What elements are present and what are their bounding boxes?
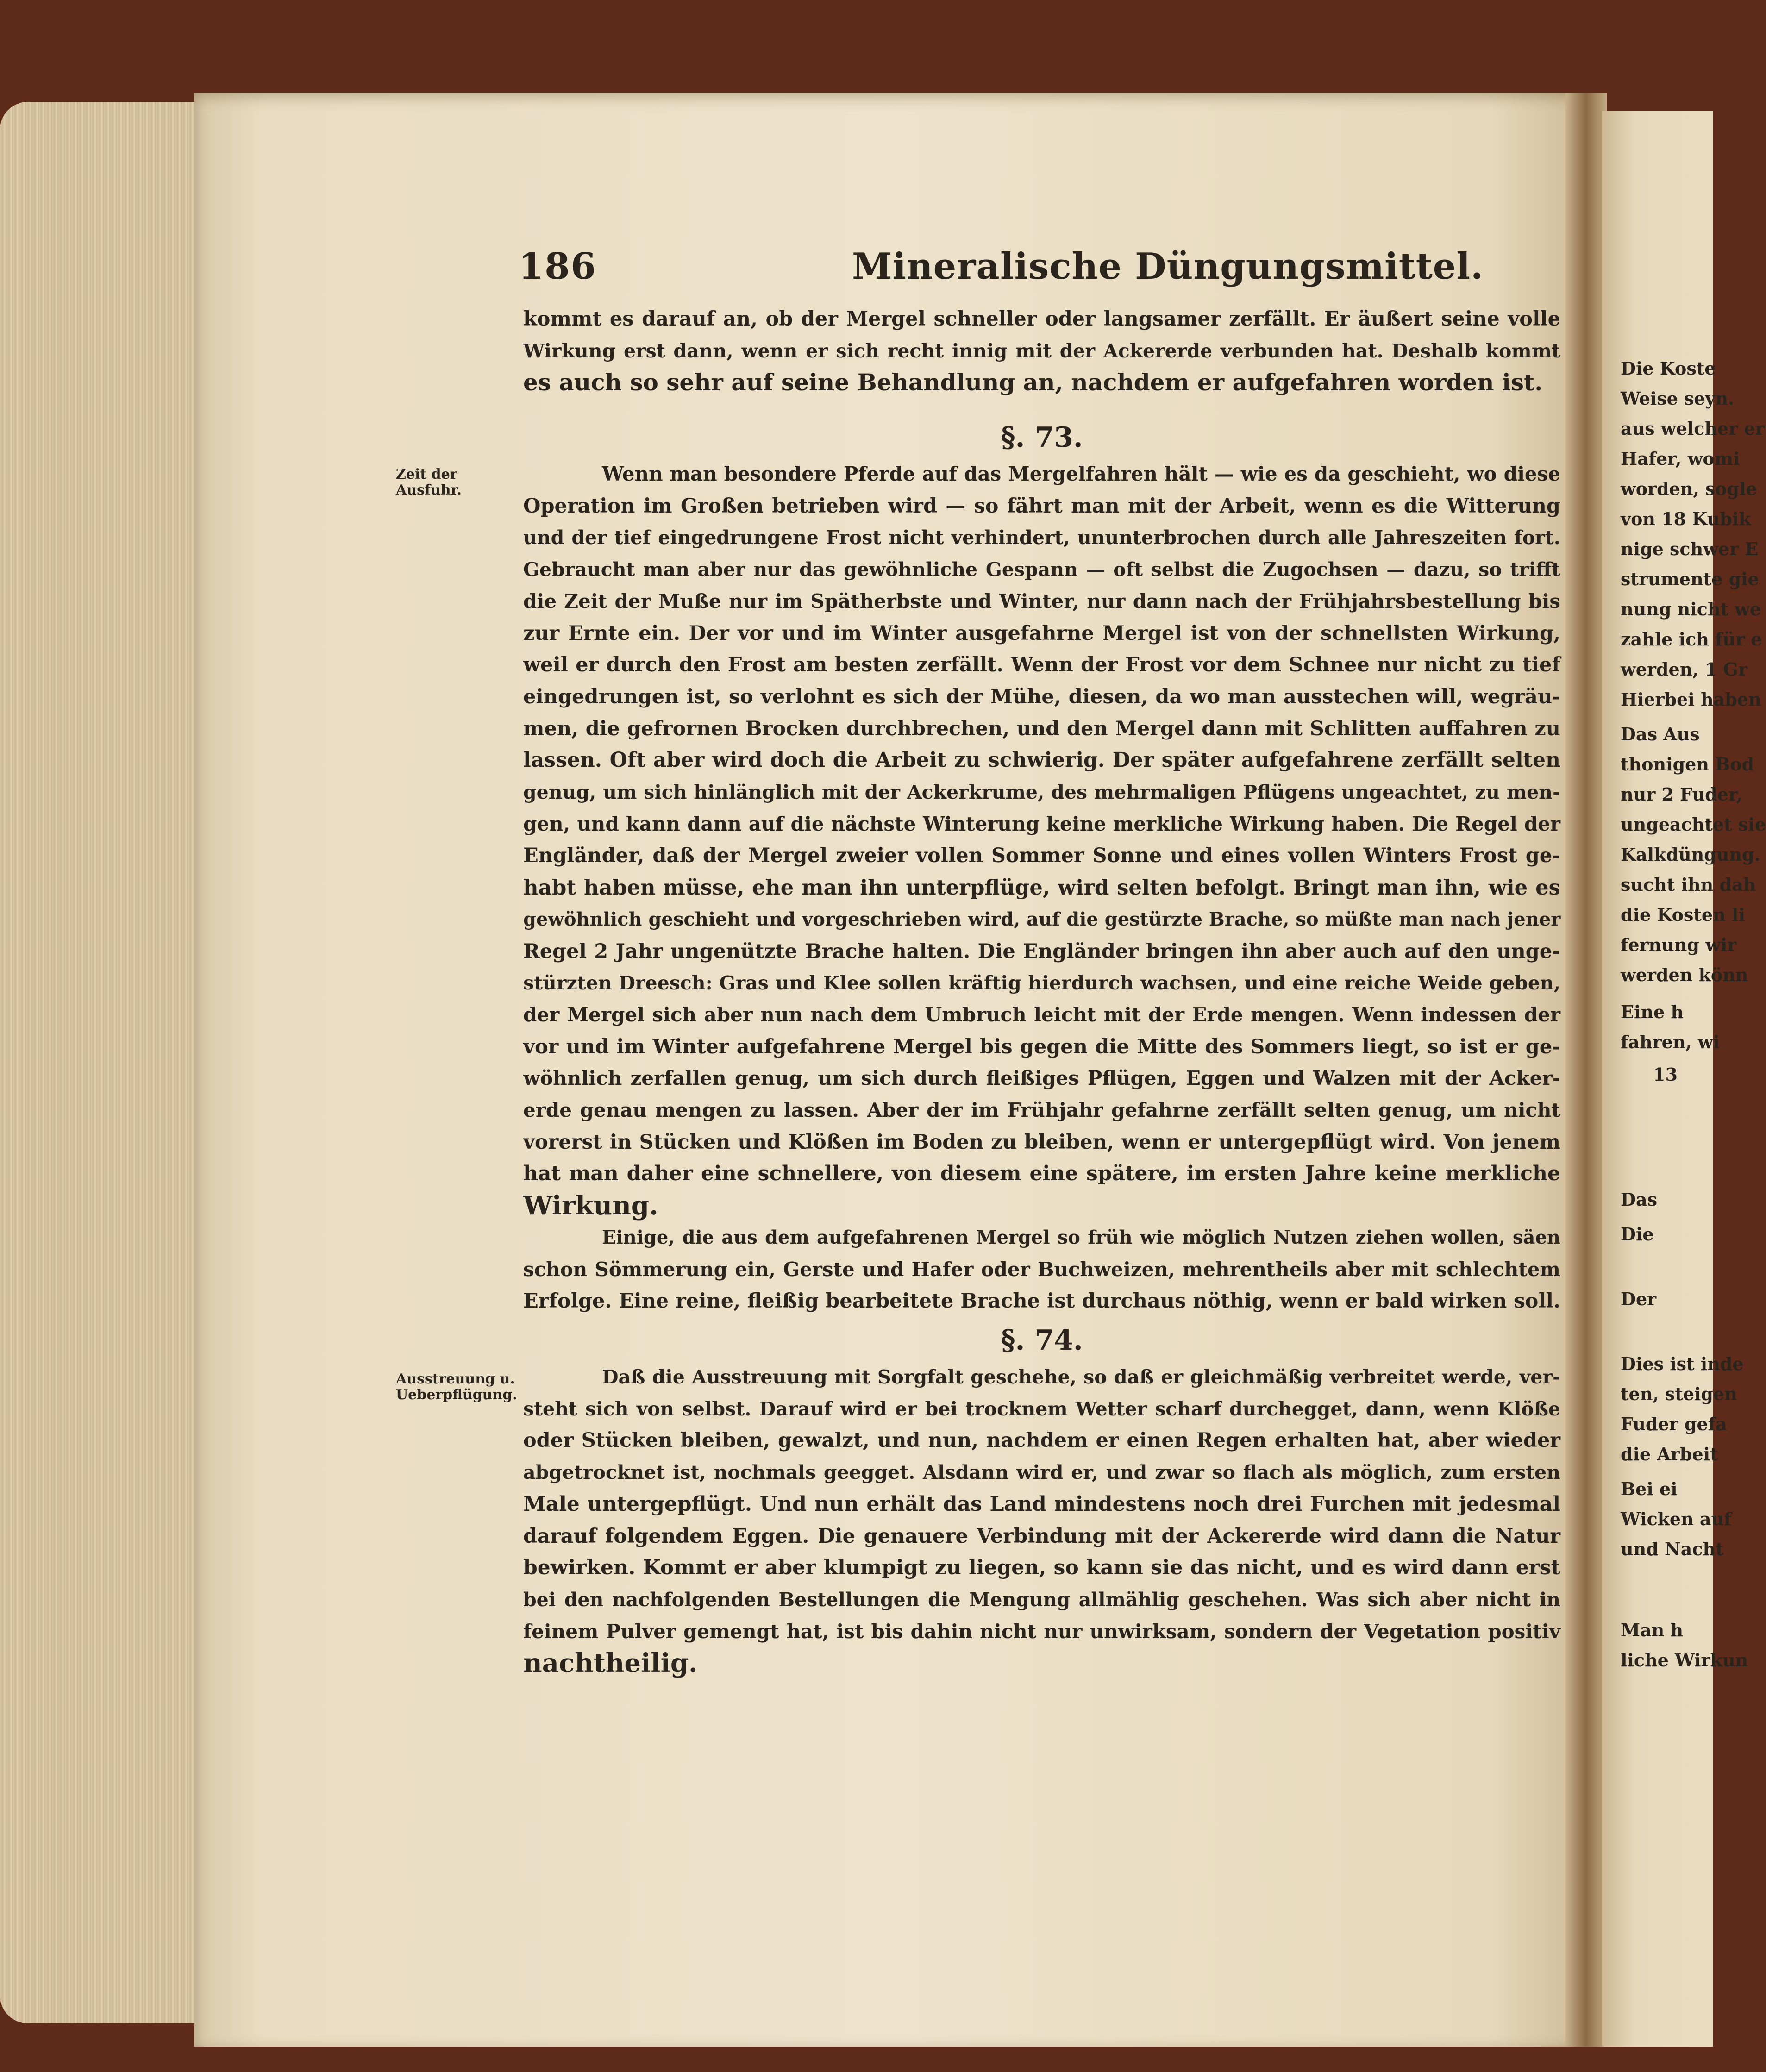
text-line: und der tief eingedrungene Frost nicht verhindert, ununterbrochen durch alle Jahreszeiten fort. <box>523 526 1560 549</box>
right-page-line: Eine h <box>1621 1002 1684 1022</box>
right-page-line: die Arbeit <box>1621 1444 1718 1465</box>
section-74-heading: §. 74. <box>1001 1324 1083 1357</box>
page-header <box>519 245 1547 296</box>
page-number: 186 <box>519 245 597 288</box>
right-page-line: Man h <box>1621 1620 1684 1640</box>
text-line: der Mergel sich aber nun nach dem Umbruch leicht mit der Erde mengen. Wenn indessen der <box>523 1003 1560 1026</box>
right-page-line: werden, 1 Gr <box>1621 659 1747 680</box>
section-74-body <box>523 1361 1560 1679</box>
text-line: gewöhnlich geschieht und vorgeschrieben wird, auf die gestürzte Brache, so müßte man nach jener <box>523 908 1561 930</box>
right-page-line: nur 2 Fuder, <box>1621 784 1743 805</box>
right-page-line: worden, sogle <box>1621 478 1757 499</box>
right-page-fragment <box>1602 111 1766 2047</box>
right-page-line: fernung wir <box>1621 934 1737 955</box>
right-page-line: Das <box>1621 1189 1657 1210</box>
right-page-line: Dies ist inde <box>1621 1353 1744 1374</box>
right-page-line: Kalkdüngung. <box>1621 844 1760 865</box>
running-title: Mineralische Düngungsmittel. <box>852 245 1484 288</box>
right-page-line: 13 <box>1653 1064 1678 1085</box>
right-page-line: die Kosten li <box>1621 904 1745 925</box>
right-page-line: Wicken auf <box>1621 1509 1732 1529</box>
right-page-line: liche Wirkun <box>1621 1650 1748 1671</box>
right-page-line: nung nicht we <box>1621 599 1761 620</box>
text-line: bei den nachfolgenden Bestellungen die Mengung allmählig geschehen. Was sich aber nicht in <box>523 1588 1560 1611</box>
text-line: Wirkung erst dann, wenn er sich recht innig mit der Ackererde verbunden hat. Deshalb kommt <box>523 339 1560 362</box>
right-page-line: thonigen Bod <box>1621 754 1754 775</box>
section-73-heading: §. 73. <box>1001 421 1083 454</box>
text-line: Wenn man besondere Pferde auf das Mergelfahren hält — wie es da geschieht, wo diese <box>602 463 1560 485</box>
text-line: Male untergepflügt. Und nun erhält das Land mindestens noch drei Furchen mit jedesmal <box>523 1492 1560 1516</box>
text-line: feinem Pulver gemengt hat, ist bis dahin nicht nur unwirksam, sondern der Vegetation positiv <box>523 1620 1560 1643</box>
right-page-line: Die Koste <box>1621 358 1716 379</box>
text-line: Wirkung. <box>523 1190 658 1221</box>
text-line: weil er durch den Frost am besten zerfällt. Wenn der Frost vor dem Schnee nur nicht zu tief <box>523 653 1560 677</box>
right-page-line: von 18 Kubik <box>1621 508 1751 529</box>
text-line: men, die gefrornen Brocken durchbrechen, und den Mergel dann mit Schlitten auffahren zu <box>523 717 1560 740</box>
text-line: Engländer, daß der Mergel zweier vollen Sommer Sonne und eines vollen Winters Frost ge- <box>523 844 1560 868</box>
text-line: gen, und kann dann auf die nächste Winterung keine merkliche Wirkung haben. Die Regel der <box>523 812 1560 835</box>
text-line: die Zeit der Muße nur im Spätherbste und Winter, nur dann nach der Frühjahrsbestellung bis <box>523 589 1560 613</box>
text-line: erde genau mengen zu lassen. Aber der im Frühjahr gefahrne zerfällt selten genug, um nicht <box>523 1099 1560 1122</box>
text-line: habt haben müsse, ehe man ihn unterpflüge, wird selten befolgt. Bringt man ihn, wie es <box>523 875 1560 900</box>
right-page-line: Hafer, womi <box>1621 448 1740 469</box>
text-line: es auch so sehr auf seine Behandlung an, nachdem er aufgefahren worden ist. <box>523 369 1543 396</box>
text-line: eingedrungen ist, so verlohnt es sich der Mühe, diesen, da wo man ausstechen will, wegräu- <box>523 685 1560 708</box>
right-page-line: ungeachtet sie <box>1621 814 1766 835</box>
text-line: schon Sömmerung ein, Gerste und Hafer oder Buchweizen, mehrentheils aber mit schlechtem <box>523 1258 1560 1281</box>
section-73-body <box>523 458 1560 1317</box>
right-page-line: Die <box>1621 1224 1654 1245</box>
book-gutter <box>1565 93 1607 2047</box>
right-page-line: fahren, wi <box>1621 1032 1720 1052</box>
text-line: darauf folgendem Eggen. Die genauere Verbindung mit der Ackererde wird dann die Natur <box>523 1524 1560 1548</box>
text-line: genug, um sich hinlänglich mit der Ackerkrume, des mehrmaligen Pflügens ungeachtet, zu men- <box>523 781 1560 804</box>
text-line: Einige, die aus dem aufgefahrenen Mergel so früh wie möglich Nutzen ziehen wollen, säen <box>602 1226 1560 1248</box>
text-line: zur Ernte ein. Der vor und im Winter ausgefahrne Mergel ist von der schnellsten Wirkung, <box>523 621 1560 645</box>
text-line: vorerst in Stücken und Klößen im Boden zu bleiben, wenn er untergepflügt wird. Von jenem <box>523 1130 1560 1154</box>
right-page-line: Weise seyn. <box>1621 388 1735 409</box>
text-line: abgetrocknet ist, nochmals geegget. Alsdann wird er, und zwar so flach als möglich, zum ersten <box>523 1461 1560 1484</box>
right-page-line: ten, steigen <box>1621 1383 1737 1404</box>
right-page-line: Das Aus <box>1621 724 1700 745</box>
right-page-line: und Nacht <box>1621 1539 1724 1559</box>
right-page-line: werden könn <box>1621 964 1748 985</box>
text-line: oder Stücken bleiben, gewalzt, und nun, nachdem er einen Regen erhalten hat, aber wieder <box>523 1429 1560 1452</box>
text-line: nachtheilig. <box>523 1648 698 1679</box>
book-page-edges <box>0 102 218 2023</box>
right-page-line: Fuder gefa <box>1621 1414 1727 1434</box>
text-line: bewirken. Kommt er aber klumpigt zu liegen, so kann sie das nicht, und es wird dann erst <box>523 1556 1560 1580</box>
right-page-line: zahle ich für e <box>1621 629 1762 650</box>
right-page-line: strumente gie <box>1621 569 1759 589</box>
margin-note-ausstreuung: Ausstreuung u. Ueberpflügung. <box>396 1371 517 1403</box>
text-line: Operation im Großen betrieben wird — so fährt man mit der Arbeit, wenn es die Witterung <box>523 494 1560 518</box>
right-page-line: sucht ihn dah <box>1621 874 1756 895</box>
text-line: steht sich von selbst. Darauf wird er bei trocknem Wetter scharf durchegget, dann, wenn Klöße <box>523 1397 1560 1420</box>
text-line: Erfolge. Eine reine, fleißig bearbeitete Brache ist durchaus nöthig, wenn er bald wirken soll. <box>523 1290 1560 1313</box>
right-page-line: nige schwer E <box>1621 538 1759 559</box>
right-page-line: aus welcher er <box>1621 418 1765 439</box>
text-line: Gebraucht man aber nur das gewöhnliche Gespann — oft selbst die Zugochsen — dazu, so trifft <box>523 558 1560 581</box>
text-line: hat man daher eine schnellere, von diesem eine spätere, im ersten Jahre keine merkliche <box>523 1162 1560 1186</box>
right-page-line: Der <box>1621 1289 1657 1309</box>
text-line: Regel 2 Jahr ungenützte Brache halten. Die Engländer bringen ihn aber auch auf den unge- <box>523 939 1560 963</box>
text-line: Daß die Ausstreuung mit Sorgfalt geschehe, so daß er gleichmäßig verbreitet werde, ver- <box>602 1366 1560 1388</box>
paragraph-continuation <box>523 303 1560 399</box>
right-page-line: Bei ei <box>1621 1478 1678 1499</box>
text-line: vor und im Winter aufgefahrene Mergel bis gegen die Mitte des Sommers liegt, so ist er ge- <box>523 1035 1560 1058</box>
right-page-line: Hierbei haben <box>1621 689 1761 710</box>
text-line: lassen. Oft aber wird doch die Arbeit zu schwierig. Der später aufgefahrene zerfällt selten <box>523 748 1560 772</box>
text-line: kommt es darauf an, ob der Mergel schneller oder langsamer zerfällt. Er äußert seine volle <box>523 307 1560 331</box>
text-line: wöhnlich zerfallen genug, um sich durch fleißiges Pflügen, Eggen und Walzen mit der Acker- <box>523 1067 1560 1090</box>
text-line: stürzten Dreesch: Gras und Klee sollen kräftig hierdurch wachsen, und eine reiche Weide geben, <box>523 972 1560 995</box>
margin-note-zeit-der-ausfuhr: Zeit der Ausfuhr. <box>396 466 462 498</box>
